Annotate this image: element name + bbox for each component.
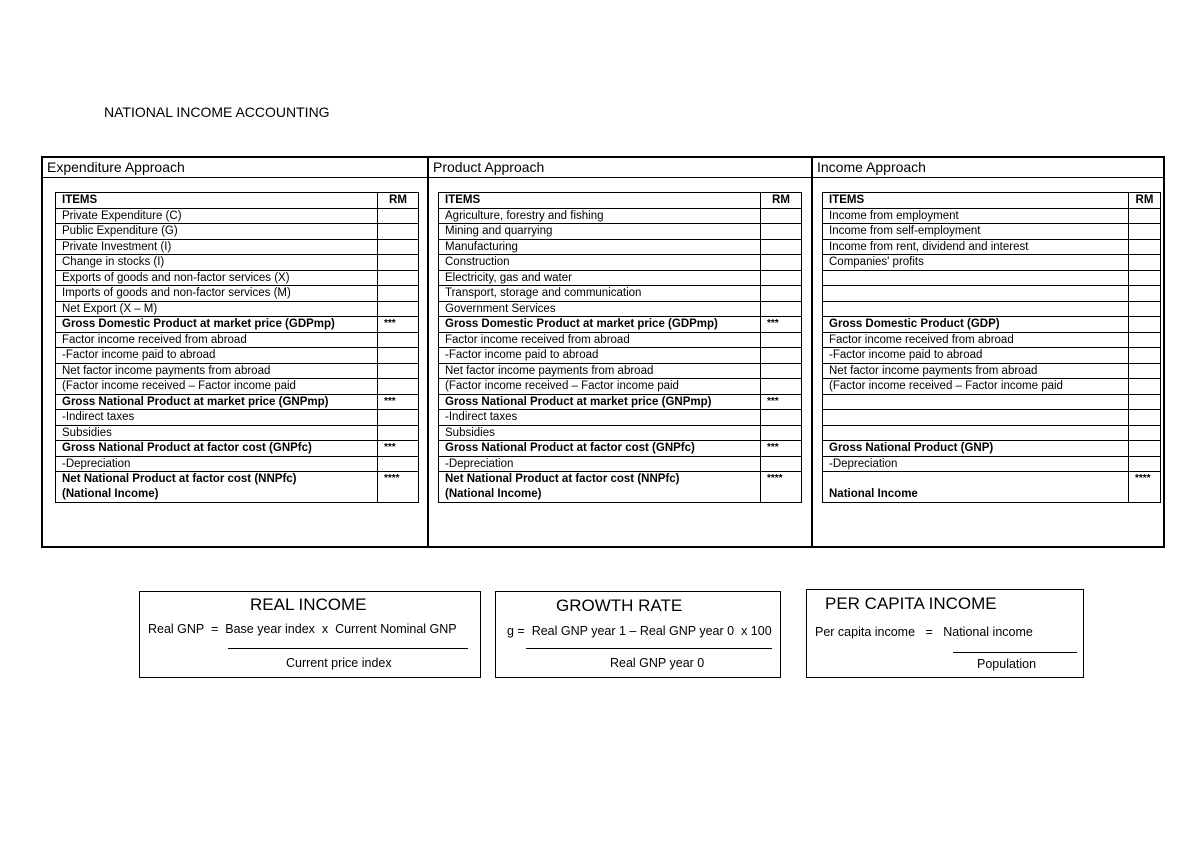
rm-cell — [1129, 270, 1161, 286]
table-row — [56, 348, 419, 364]
table-row — [439, 410, 802, 426]
item-cell: (Factor income received – Factor income paid — [439, 379, 761, 395]
table-row — [439, 441, 802, 457]
table-row — [439, 332, 802, 348]
product-approach-section — [427, 158, 811, 546]
item-label: National Income — [829, 488, 918, 500]
rm-cell — [378, 379, 419, 395]
rm-cell — [1129, 456, 1161, 472]
rm-cell — [378, 301, 419, 317]
table-row — [56, 301, 419, 317]
table-row — [56, 456, 419, 472]
per-capita-income-title: PER CAPITA INCOME — [825, 594, 997, 613]
table-row — [823, 270, 1161, 286]
item-cell: Subsidies — [56, 425, 378, 441]
rm-header: RM — [761, 193, 802, 209]
table-row — [56, 332, 419, 348]
item-cell — [823, 394, 1129, 410]
rm-cell — [1129, 379, 1161, 395]
rm-cell — [1129, 332, 1161, 348]
item-cell — [823, 410, 1129, 426]
rm-cell — [378, 332, 419, 348]
per-capita-numerator: National income — [943, 625, 1033, 639]
item-cell: (Factor income received – Factor income paid — [56, 379, 378, 395]
expenditure-items-table — [55, 192, 419, 503]
rm-cell — [761, 425, 802, 441]
real-income-numerator-line — [148, 622, 457, 636]
real-income-lhs: Real GNP — [148, 622, 205, 636]
real-income-numerator: Base year index — [225, 622, 315, 636]
expenditure-approach-section — [43, 158, 427, 546]
rm-cell — [1129, 363, 1161, 379]
item-cell: -Indirect taxes — [56, 410, 378, 426]
item-label: Net National Product at factor cost (NNPfc) — [445, 473, 680, 485]
rm-cell — [378, 410, 419, 426]
table-row — [439, 317, 802, 333]
item-cell: Construction — [439, 255, 761, 271]
product-items-table — [438, 192, 802, 503]
page-title: NATIONAL INCOME ACCOUNTING — [104, 104, 330, 120]
rm-cell — [1129, 394, 1161, 410]
item-label: Net National Product at factor cost (NNPfc) — [62, 473, 297, 485]
table-row — [439, 286, 802, 302]
real-income-denominator: Current price index — [286, 656, 392, 670]
item-cell — [823, 301, 1129, 317]
rm-header: RM — [378, 193, 419, 209]
rm-cell — [1129, 208, 1161, 224]
item-cell: Imports of goods and non-factor services (M) — [56, 286, 378, 302]
table-row — [439, 208, 802, 224]
income-items-table — [822, 192, 1161, 503]
table-row — [56, 394, 419, 410]
table-row — [823, 441, 1161, 457]
table-row — [439, 255, 802, 271]
item-cell — [439, 472, 761, 503]
table-row — [56, 208, 419, 224]
rm-cell — [761, 286, 802, 302]
times-sign: x — [321, 622, 329, 636]
table-row — [56, 441, 419, 457]
items-header: ITEMS — [439, 193, 761, 209]
growth-rate-numerator-line — [507, 624, 772, 638]
item-label: (National Income) — [62, 488, 159, 500]
table-row — [439, 394, 802, 410]
table-row — [439, 379, 802, 395]
item-cell: Agriculture, forestry and fishing — [439, 208, 761, 224]
growth-rate-denominator: Real GNP year 0 — [610, 656, 705, 670]
rm-cell — [761, 410, 802, 426]
rm-cell — [761, 301, 802, 317]
table-row — [439, 270, 802, 286]
rm-cell: *** — [378, 317, 419, 333]
rm-cell: **** — [378, 472, 419, 503]
table-row — [56, 224, 419, 240]
item-cell: -Factor income paid to abroad — [439, 348, 761, 364]
item-cell: Gross National Product at market price (GNPmp) — [439, 394, 761, 410]
items-header: ITEMS — [56, 193, 378, 209]
table-row — [823, 363, 1161, 379]
table-row — [823, 394, 1161, 410]
rm-cell: *** — [761, 394, 802, 410]
item-cell: Gross Domestic Product at market price (GDPmp) — [56, 317, 378, 333]
table-row — [823, 456, 1161, 472]
growth-rate-numerator: Real GNP year 1 – Real GNP year 0 — [531, 624, 735, 638]
table-row — [823, 332, 1161, 348]
rm-cell — [378, 255, 419, 271]
table-row — [439, 224, 802, 240]
table-row — [439, 301, 802, 317]
real-income-numerator2: Current Nominal GNP — [335, 622, 457, 636]
item-cell — [823, 472, 1129, 503]
rm-cell — [761, 348, 802, 364]
item-cell: (Factor income received – Factor income paid — [823, 379, 1129, 395]
item-cell: Private Investment (I) — [56, 239, 378, 255]
rm-cell — [378, 224, 419, 240]
item-cell: Gross National Product at factor cost (GNPfc) — [56, 441, 378, 457]
rm-cell — [378, 425, 419, 441]
item-cell: Government Services — [439, 301, 761, 317]
item-cell: Income from employment — [823, 208, 1129, 224]
rm-cell — [378, 270, 419, 286]
rm-cell — [761, 208, 802, 224]
real-income-formula-box — [139, 591, 481, 678]
table-row — [823, 255, 1161, 271]
rm-cell: **** — [761, 472, 802, 503]
item-cell — [56, 472, 378, 503]
rm-cell — [1129, 348, 1161, 364]
rm-cell — [761, 363, 802, 379]
table-row — [439, 239, 802, 255]
per-capita-income-formula-box — [806, 589, 1084, 678]
item-cell: -Depreciation — [56, 456, 378, 472]
rm-cell — [1129, 224, 1161, 240]
rm-cell — [378, 286, 419, 302]
rm-cell — [1129, 410, 1161, 426]
table-row — [56, 363, 419, 379]
rm-cell: **** — [1129, 472, 1161, 503]
rm-cell — [1129, 286, 1161, 302]
fraction-rule — [953, 652, 1077, 653]
item-cell: Subsidies — [439, 425, 761, 441]
table-row — [823, 286, 1161, 302]
rm-cell — [1129, 317, 1161, 333]
item-cell: Change in stocks (I) — [56, 255, 378, 271]
rm-cell — [761, 255, 802, 271]
rm-cell — [378, 208, 419, 224]
item-cell: Gross National Product at factor cost (GNPfc) — [439, 441, 761, 457]
item-cell: Net Export (X – M) — [56, 301, 378, 317]
table-row — [823, 410, 1161, 426]
table-row — [439, 363, 802, 379]
table-row — [439, 456, 802, 472]
section-title-rule — [813, 177, 1165, 178]
fraction-rule — [228, 648, 468, 649]
section-title-rule — [43, 177, 427, 178]
table-row — [439, 348, 802, 364]
item-cell — [823, 425, 1129, 441]
item-cell: Factor income received from abroad — [439, 332, 761, 348]
rm-cell — [761, 379, 802, 395]
fraction-rule — [526, 648, 772, 649]
table-row — [56, 270, 419, 286]
item-cell: Gross Domestic Product at market price (GDPmp) — [439, 317, 761, 333]
table-row — [823, 208, 1161, 224]
item-cell: Exports of goods and non-factor services (X) — [56, 270, 378, 286]
per-capita-lhs: Per capita income — [815, 625, 916, 639]
item-cell: Net factor income payments from abroad — [56, 363, 378, 379]
item-cell: Gross National Product (GNP) — [823, 441, 1129, 457]
rm-cell — [761, 270, 802, 286]
table-row — [56, 286, 419, 302]
product-approach-title: Product Approach — [433, 159, 545, 175]
real-income-title: REAL INCOME — [250, 595, 367, 614]
rm-cell — [761, 332, 802, 348]
table-row — [56, 410, 419, 426]
income-approach-title: Income Approach — [817, 159, 926, 175]
growth-rate-multiplier: x 100 — [741, 624, 772, 638]
income-approach-section — [811, 158, 1165, 546]
item-cell: Mining and quarrying — [439, 224, 761, 240]
table-row — [56, 472, 419, 503]
item-cell: Income from rent, dividend and interest — [823, 239, 1129, 255]
table-row — [823, 301, 1161, 317]
item-label — [829, 472, 1128, 487]
table-row — [823, 348, 1161, 364]
item-label: (National Income) — [445, 488, 542, 500]
table-row — [439, 472, 802, 503]
table-row — [439, 425, 802, 441]
item-cell: Transport, storage and communication — [439, 286, 761, 302]
rm-cell — [761, 239, 802, 255]
growth-rate-lhs: g = — [507, 624, 525, 638]
table-row — [56, 255, 419, 271]
item-cell: Income from self-employment — [823, 224, 1129, 240]
item-cell: Public Expenditure (G) — [56, 224, 378, 240]
rm-cell — [378, 456, 419, 472]
table-row — [823, 239, 1161, 255]
item-cell: -Factor income paid to abroad — [56, 348, 378, 364]
equals-sign: = — [925, 625, 933, 639]
item-cell: Factor income received from abroad — [56, 332, 378, 348]
growth-rate-title: GROWTH RATE — [556, 596, 683, 615]
item-cell: Companies' profits — [823, 255, 1129, 271]
rm-cell: *** — [378, 394, 419, 410]
item-cell — [823, 286, 1129, 302]
rm-cell — [1129, 301, 1161, 317]
table-row — [56, 425, 419, 441]
item-cell: -Depreciation — [439, 456, 761, 472]
table-row — [56, 317, 419, 333]
rm-cell — [1129, 425, 1161, 441]
item-cell: Private Expenditure (C) — [56, 208, 378, 224]
table-row — [823, 425, 1161, 441]
rm-cell — [761, 456, 802, 472]
growth-rate-formula-box — [495, 591, 781, 678]
rm-cell — [378, 363, 419, 379]
rm-cell — [1129, 255, 1161, 271]
item-cell: Manufacturing — [439, 239, 761, 255]
table-row — [823, 379, 1161, 395]
item-cell: -Factor income paid to abroad — [823, 348, 1129, 364]
item-cell: Electricity, gas and water — [439, 270, 761, 286]
items-header: ITEMS — [823, 193, 1129, 209]
rm-cell: *** — [761, 317, 802, 333]
item-cell — [823, 270, 1129, 286]
rm-cell — [378, 348, 419, 364]
rm-cell: *** — [378, 441, 419, 457]
item-cell: Net factor income payments from abroad — [823, 363, 1129, 379]
equals-sign: = — [211, 622, 219, 636]
item-cell: Gross National Product at market price (GNPmp) — [56, 394, 378, 410]
item-cell: -Depreciation — [823, 456, 1129, 472]
section-title-rule — [429, 177, 811, 178]
rm-header: RM — [1129, 193, 1161, 209]
table-row — [56, 239, 419, 255]
table-row — [823, 472, 1161, 503]
rm-cell — [761, 224, 802, 240]
rm-cell — [378, 239, 419, 255]
rm-cell — [1129, 441, 1161, 457]
rm-cell — [1129, 239, 1161, 255]
per-capita-numerator-line — [815, 625, 1033, 639]
table-row — [823, 224, 1161, 240]
item-cell: -Indirect taxes — [439, 410, 761, 426]
table-row — [56, 379, 419, 395]
per-capita-denominator: Population — [977, 657, 1037, 671]
national-income-table — [41, 156, 1165, 548]
item-cell: Gross Domestic Product (GDP) — [823, 317, 1129, 333]
item-cell: Factor income received from abroad — [823, 332, 1129, 348]
table-row — [823, 317, 1161, 333]
rm-cell: *** — [761, 441, 802, 457]
item-cell: Net factor income payments from abroad — [439, 363, 761, 379]
expenditure-approach-title: Expenditure Approach — [47, 159, 185, 175]
